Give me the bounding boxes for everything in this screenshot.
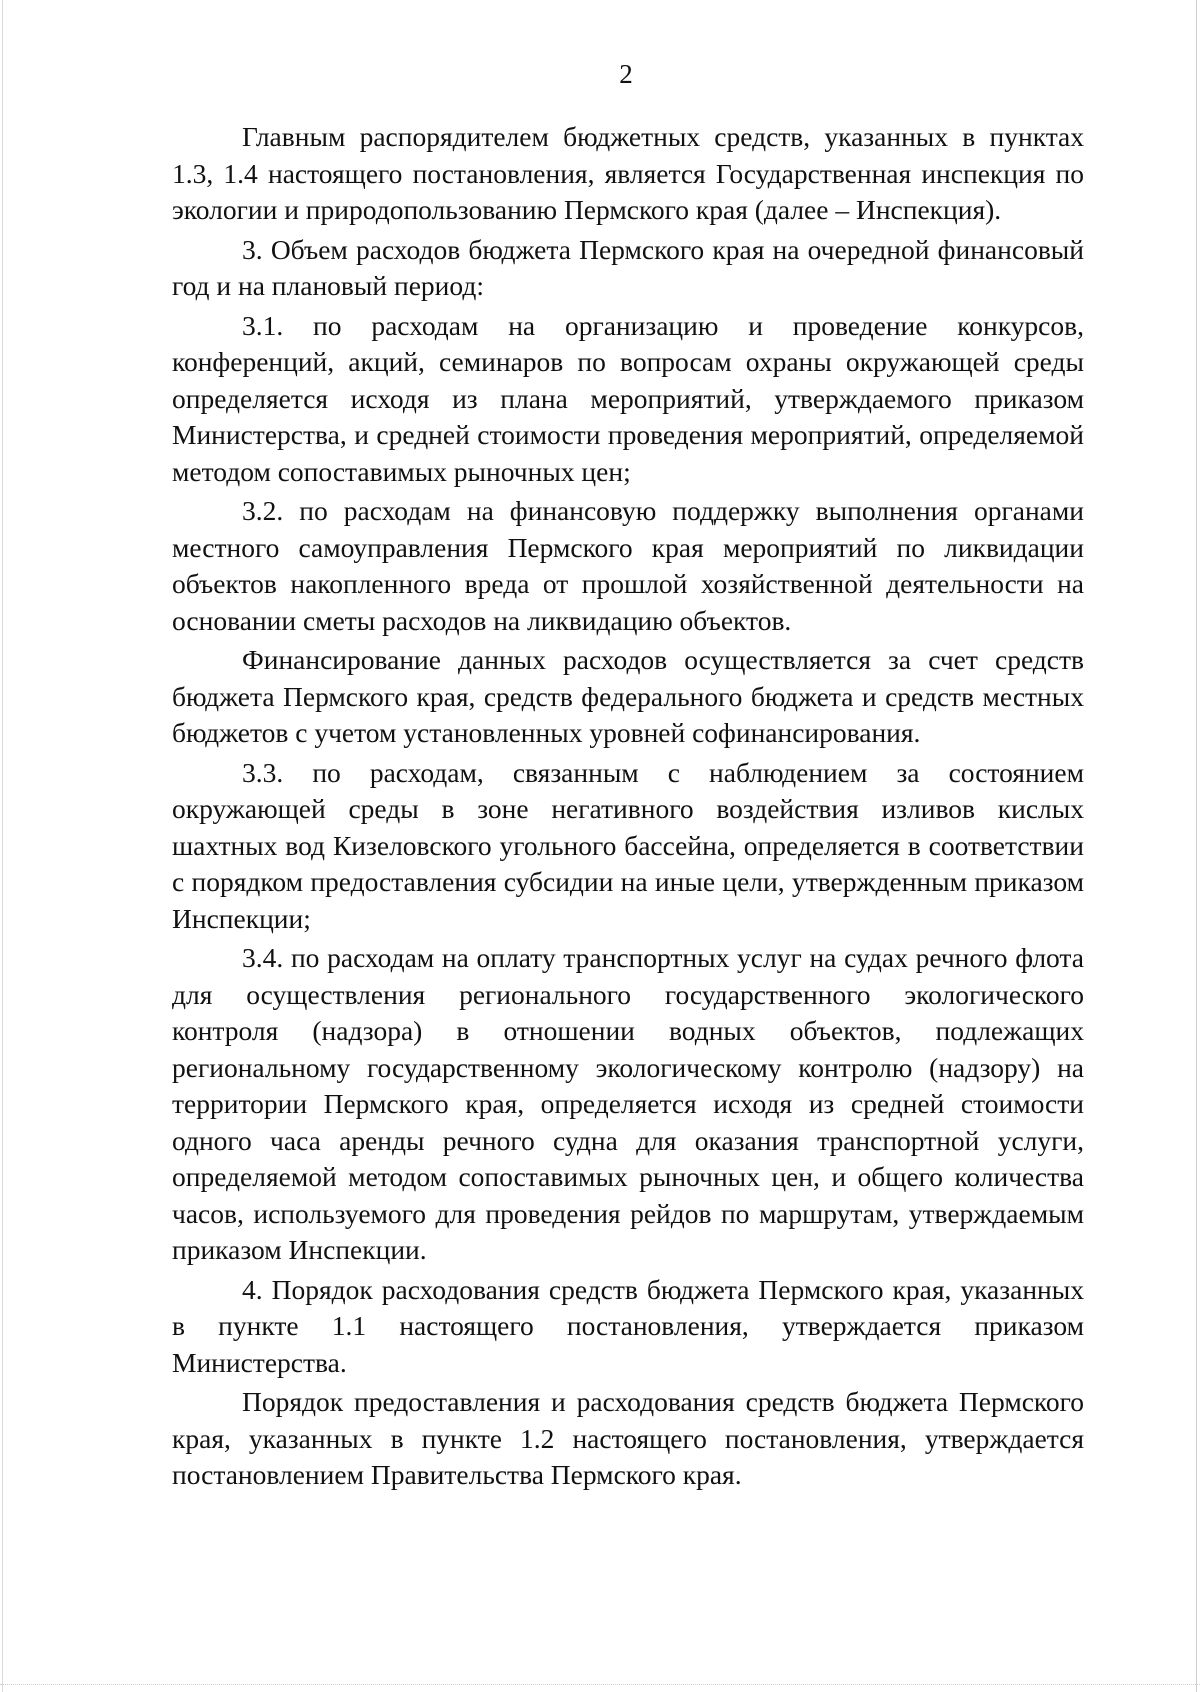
scan-edge-right [1196, 0, 1197, 1692]
paragraph-chief-administrator: Главным распорядителем бюджетных средств, указанных в пунктах 1.3, 1.4 настоящего постановления, является Государственная инспекция по экологии и природопользованию Пермского края (далее – Инспекция). [172, 121, 1084, 225]
paragraph-3-expense-volume: 3. Объем расходов бюджета Пермского края на очередной финансовый год и на плановый период: [172, 233, 1084, 301]
paragraph-3-2-accumulated-harm: 3.2. по расходам на финансовую поддержку выполнения органами местного самоуправления Пермского края мероприятий по ликвидации объектов накопленного вреда от прошлой хозяйственной деятельности на основании сметы расходов на ликвидацию объектов. [172, 495, 1084, 636]
scan-edge-bottom [0, 1684, 1200, 1686]
paragraph-3-1-events: 3.1. по расходам на организацию и проведение конкурсов, конференций, акций, семинаров по вопросам охраны окружающей среды определяется исходя из плана мероприятий, утверждаемого приказом Министерства, и средней стоимости проведения мероприятий, определяемой методом сопоставимых рыночных цен; [172, 309, 1084, 487]
page-number: 2 [619, 59, 633, 89]
paragraph-spending-order-1-2: Порядок предоставления и расходования средств бюджета Пермского края, указанных в пункте 1.2 настоящего постановления, утверждается постановлением Правительства Пермского края. [172, 1386, 1084, 1490]
document-body [172, 119, 1084, 1497]
scan-edge-left [2, 0, 3, 1692]
paragraph-3-4-river-transport: 3.4. по расходам на оплату транспортных услуг на судах речного флота для осуществления регионального государственного экологического контроля (надзора) в отношении водных объектов, подлежащих региональному государственному экологическому контролю (надзору) на территории Пермского края, определяется исходя из средней стоимости одного часа аренды речного судна для оказания транспортной услуги, определяемой методом сопоставимых рыночных цен, и общего количества часов, используемого для проведения рейдов по маршрутам, утверждаемым приказом Инспекции. [172, 942, 1084, 1265]
paragraph-3-3-kizel-basin: 3.3. по расходам, связанным с наблюдением за состоянием окружающей среды в зоне негативного воздействия изливов кислых шахтных вод Кизеловского угольного бассейна, определяется в соответствии с порядком предоставления субсидии на иные цели, утвержденным приказом Инспекции; [172, 756, 1084, 934]
paragraph-financing-sources: Финансирование данных расходов осуществляется за счет средств бюджета Пермского края, средств федерального бюджета и средств местных бюджетов с учетом установленных уровней софинансирования. [172, 644, 1084, 748]
paragraph-4-spending-order: 4. Порядок расходования средств бюджета Пермского края, указанных в пункте 1.1 настоящего постановления, утверждается приказом Министерства. [172, 1273, 1084, 1378]
